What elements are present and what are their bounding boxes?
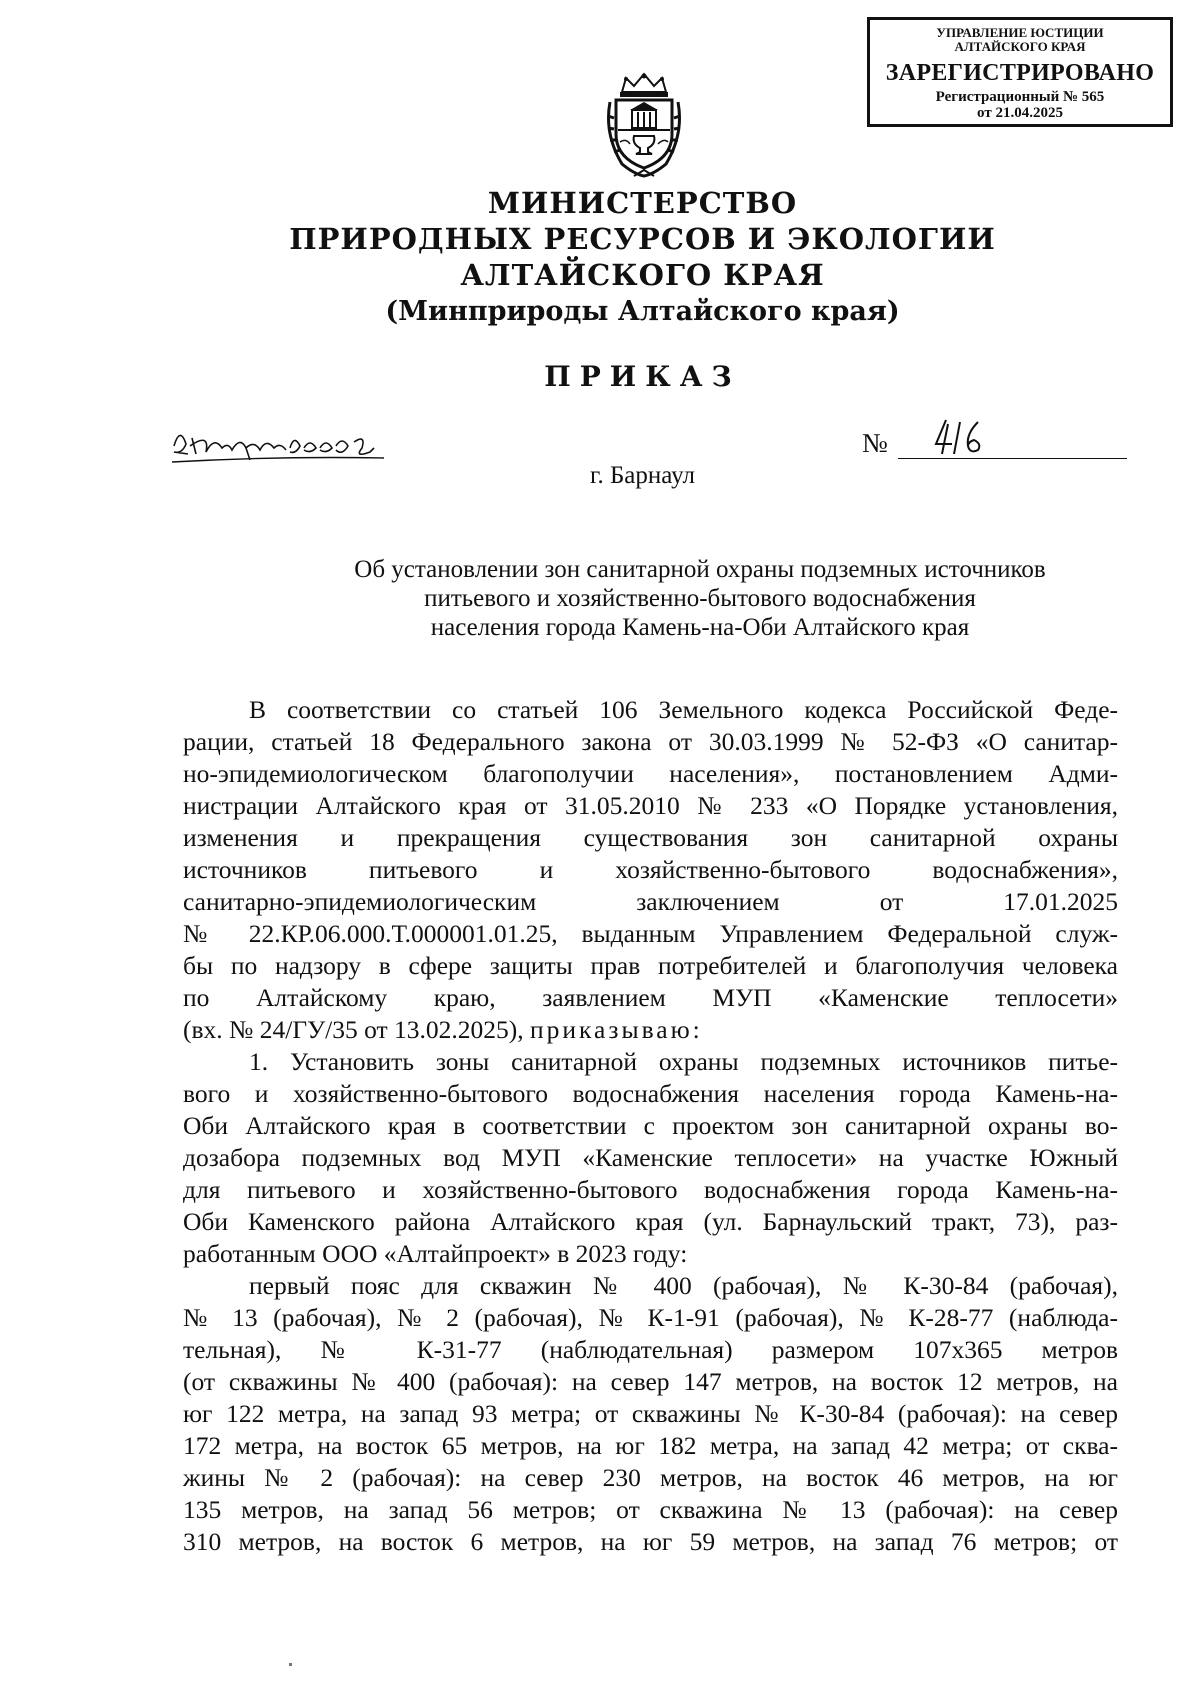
decree-word: приказываю: (530, 1015, 703, 1044)
body-line: вого и хозяйственно-бытового водоснабжения населения города Камень-на- (183, 1079, 1118, 1108)
stamp-authority-line1: УПРАВЛЕНИЕ ЮСТИЦИИ (936, 25, 1104, 40)
body-line: источников питьевого и хозяйственно-бытового водоснабжения», (183, 855, 1118, 884)
stamp-reg-number: Регистрационный № 565 (935, 88, 1105, 105)
handwritten-date (170, 418, 400, 466)
coat-of-arms-emblem (600, 72, 688, 180)
body-line: нистрации Алтайского края от 31.05.2010 № 233 «О Порядке установления, (183, 791, 1118, 820)
body-line: (от скважины № 400 (рабочая): на север 147 метров, на восток 12 метров, на (183, 1367, 1118, 1396)
body-line: 135 метров, на запад 56 метров; от скважина № 13 (рабочая): на север (183, 1495, 1118, 1524)
body-line: Оби Алтайского края в соответствии с проектом зон санитарной охраны во- (183, 1111, 1118, 1140)
body-line: № 22.КР.06.000.Т.000001.01.25, выданным Управлением Федеральной служ- (183, 919, 1118, 948)
body-line: санитарно-эпидемиологическим заключением от 17.01.2025 (183, 887, 1118, 916)
body-line: 310 метров, на восток 6 метров, на юг 59 метров, на запад 76 метров; от (183, 1527, 1118, 1556)
body-line: для питьевого и хозяйственно-бытового водоснабжения города Камень-на- (183, 1175, 1118, 1204)
scan-speck (289, 1663, 292, 1666)
registration-stamp (867, 17, 1173, 127)
body-line: тельная), № К-31-77 (наблюдательная) размером 107x365 метров (183, 1335, 1118, 1364)
subject-line: населения города Камень-на-Оби Алтайского края (430, 614, 970, 641)
subject-line: питьевого и хозяйственно-бытового водоснабжения (424, 585, 976, 612)
handwritten-number (932, 414, 992, 458)
body-line: первый пояс для скважин № 400 (рабочая), № К-30-84 (рабочая), (249, 1271, 1118, 1300)
order-subject (290, 555, 1110, 642)
body-line: но-эпидемиологическом благополучии населения», постановлением Адми- (183, 759, 1118, 788)
body-line: 1. Установить зоны санитарной охраны подземных источников питье- (249, 1047, 1118, 1076)
body-line: рации, статьей 18 Федерального закона от 30.03.1999 № 52-ФЗ «О санитар- (183, 727, 1118, 756)
body-line: № 13 (рабочая), № 2 (рабочая), № К-1-91 (рабочая), № К-28-77 (наблюда- (183, 1303, 1118, 1332)
stamp-reg-date: от 21.04.2025 (977, 105, 1063, 122)
stamp-status: ЗАРЕГИСТРИРОВАНО (885, 59, 1155, 86)
number-underline (898, 458, 1127, 459)
city-name: г. Барнаул (590, 462, 695, 489)
body-line-decree (183, 1014, 1118, 1046)
body-line: юг 122 метра, на запад 93 метра; от скважины № К-30-84 (рабочая): на север (183, 1399, 1118, 1428)
body-line: дозабора подземных вод МУП «Каменские теплосети» на участке Южный (183, 1143, 1118, 1172)
body-line: Оби Каменского района Алтайского края (ул. Барнаульский тракт, 73), раз- (183, 1207, 1118, 1236)
body-line: 172 метра, на восток 65 метров, на юг 182 метра, на запад 42 метра; от сква- (183, 1431, 1118, 1460)
body-line: (вх. № 24/ГУ/35 от 13.02.2025), (183, 1015, 524, 1044)
ministry-name-line2: ПРИРОДНЫХ РЕСУРСОВ И ЭКОЛОГИИ (289, 222, 996, 256)
body-line: бы по надзору в сфере защиты прав потребителей и благополучия человека (183, 951, 1118, 980)
order-number-field (862, 420, 1127, 464)
body-line: по Алтайскому краю, заявлением МУП «Каменские теплосети» (183, 983, 1118, 1012)
number-sign: № (862, 428, 888, 458)
body-line: изменения и прекращения существования зон санитарной охраны (183, 823, 1118, 852)
ministry-short-name: (Минприроды Алтайского края) (385, 296, 900, 327)
order-body-text (183, 694, 1118, 1558)
document-type-title: ПРИКАЗ (544, 360, 741, 393)
body-line: работанным ООО «Алтайпроект» в 2023 году: (183, 1239, 688, 1268)
ministry-name-line3: АЛТАЙСКОГО КРАЯ (460, 258, 825, 292)
ministry-name-line1: МИНИСТЕРСТВО (487, 186, 798, 220)
body-line: жины № 2 (рабочая): на север 230 метров, на восток 46 метров, на юг (183, 1463, 1118, 1492)
subject-line: Об установлении зон санитарной охраны подземных источников (354, 556, 1046, 583)
stamp-authority-line2: АЛТАЙСКОГО КРАЯ (954, 39, 1086, 55)
body-line: В соответствии со статьей 106 Земельного кодекса Российской Феде- (249, 695, 1118, 724)
